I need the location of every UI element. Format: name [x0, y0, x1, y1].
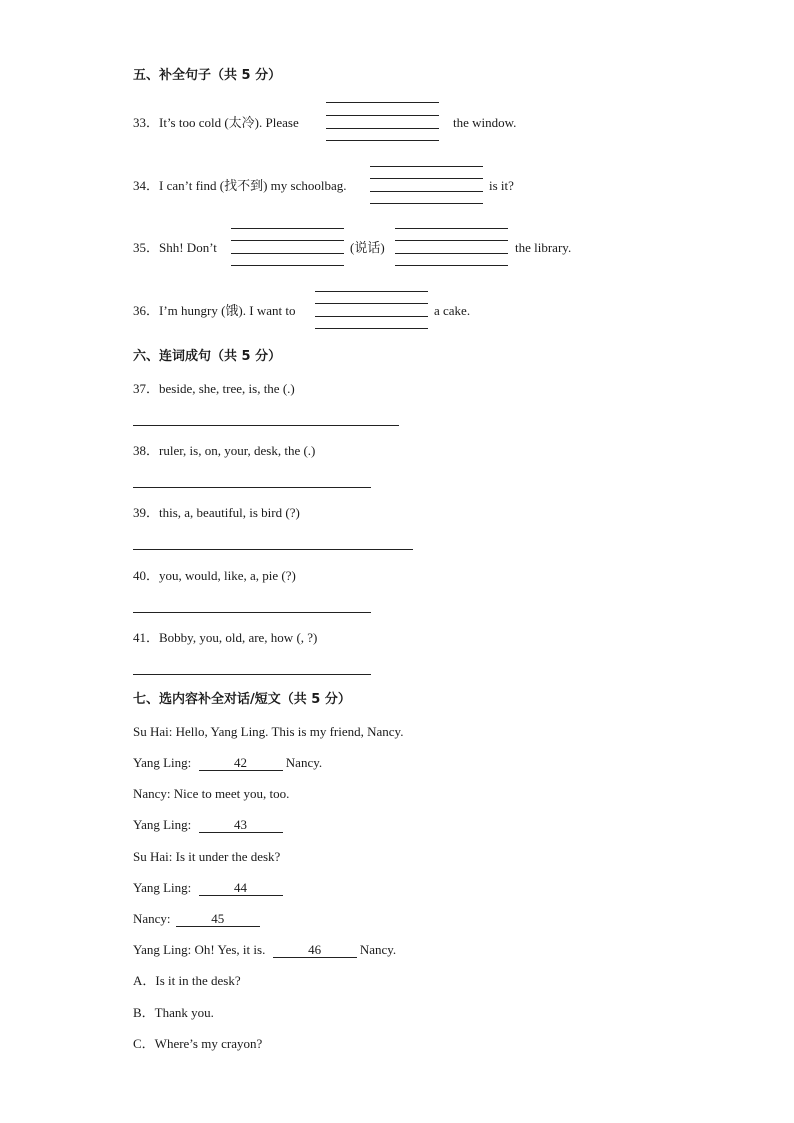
dialogue-text: Nice to meet you, too.: [173, 786, 290, 801]
q34-blank-line-3[interactable]: [370, 191, 483, 192]
q37-answer-line[interactable]: [133, 425, 399, 426]
q41-words: 41．Bobby, you, old, are, how (, ?): [133, 630, 318, 645]
speaker: Yang Ling:: [133, 942, 192, 957]
dialogue-line-8: [133, 942, 396, 958]
dialogue-text: Is it under the desk?: [175, 849, 281, 864]
blank-42[interactable]: 42: [199, 756, 283, 771]
q35-blank2-line-3[interactable]: [395, 253, 508, 254]
dialogue-line-5: [133, 849, 280, 865]
speaker: Su Hai:: [133, 849, 173, 864]
q37-words: 37．beside, she, tree, is, the (.): [133, 381, 295, 396]
speaker: Yang Ling:: [133, 755, 192, 770]
q40-answer-line[interactable]: [133, 612, 371, 613]
q41-answer-line[interactable]: [133, 674, 371, 675]
dialogue-text: Nancy.: [359, 942, 397, 957]
dialogue-line-3: [133, 786, 289, 802]
q36-blank-line-4[interactable]: [315, 328, 428, 329]
q35-blank1-line-1[interactable]: [231, 228, 344, 229]
blank-45[interactable]: 45: [176, 912, 260, 927]
q35-blank1-line-3[interactable]: [231, 253, 344, 254]
speaker: Yang Ling:: [133, 880, 192, 895]
q38-words: 38．ruler, is, on, your, desk, the (.): [133, 443, 316, 458]
q35-after: the library.: [515, 240, 572, 255]
q34-blank-line-4[interactable]: [370, 203, 483, 204]
q33-blank-line-1[interactable]: [326, 102, 439, 103]
q35-hint: (说话): [350, 240, 385, 255]
q34-blank-line-1[interactable]: [370, 166, 483, 167]
dialogue-line-2: [133, 755, 322, 771]
q36-text: 36．I’m hungry (饿). I want to: [133, 303, 296, 318]
q35-blank2-line-1[interactable]: [395, 228, 508, 229]
q38-answer-line[interactable]: [133, 487, 371, 488]
dialogue-line-4: [133, 817, 283, 833]
q36-blank-line-1[interactable]: [315, 291, 428, 292]
speaker: Su Hai:: [133, 724, 173, 739]
q33-after: the window.: [453, 115, 517, 130]
q35-blank2-line-4[interactable]: [395, 265, 508, 266]
dialogue-text: Oh! Yes, it is.: [194, 942, 266, 957]
q36-blank-line-2[interactable]: [315, 303, 428, 304]
q33-blank-line-2[interactable]: [326, 115, 439, 116]
section-7-title: 七、选内容补全对话/短文（共 5 分）: [133, 692, 351, 707]
dialogue-line-6: [133, 880, 283, 896]
option-b: B．Thank you.: [133, 1005, 214, 1020]
dialogue-line-7: [133, 911, 260, 927]
q33-blank-line-3[interactable]: [326, 128, 439, 129]
q34-after: is it?: [489, 178, 514, 193]
speaker: Yang Ling:: [133, 817, 192, 832]
q33-blank-line-4[interactable]: [326, 140, 439, 141]
q35-blank1-line-4[interactable]: [231, 265, 344, 266]
blank-46[interactable]: 46: [273, 943, 357, 958]
q40-words: 40．you, would, like, a, pie (?): [133, 568, 296, 583]
blank-44[interactable]: 44: [199, 881, 283, 896]
q35-blank2-line-2[interactable]: [395, 240, 508, 241]
dialogue-text: Hello, Yang Ling. This is my friend, Nancy.: [175, 724, 404, 739]
speaker: Nancy:: [133, 911, 171, 926]
q36-after: a cake.: [434, 303, 471, 318]
section-5-title: 五、补全句子（共 5 分）: [133, 68, 282, 83]
option-a: A．Is it in the desk?: [133, 973, 241, 988]
speaker: Nancy:: [133, 786, 171, 801]
q34-text: 34．I can’t find (找不到) my schoolbag.: [133, 178, 347, 193]
section-6-title: 六、连词成句（共 5 分）: [133, 349, 282, 364]
q36-blank-line-3[interactable]: [315, 316, 428, 317]
option-c: C．Where’s my crayon?: [133, 1036, 263, 1051]
q39-words: 39．this, a, beautiful, is bird (?): [133, 505, 300, 520]
q39-answer-line[interactable]: [133, 549, 413, 550]
blank-43[interactable]: 43: [199, 818, 283, 833]
dialogue-text: Nancy.: [285, 755, 323, 770]
q34-blank-line-2[interactable]: [370, 178, 483, 179]
q35-blank1-line-2[interactable]: [231, 240, 344, 241]
q35-text: 35．Shh! Don’t: [133, 240, 217, 255]
q33-text: 33．It’s too cold (太冷). Please: [133, 115, 299, 130]
dialogue-line-1: [133, 724, 403, 740]
